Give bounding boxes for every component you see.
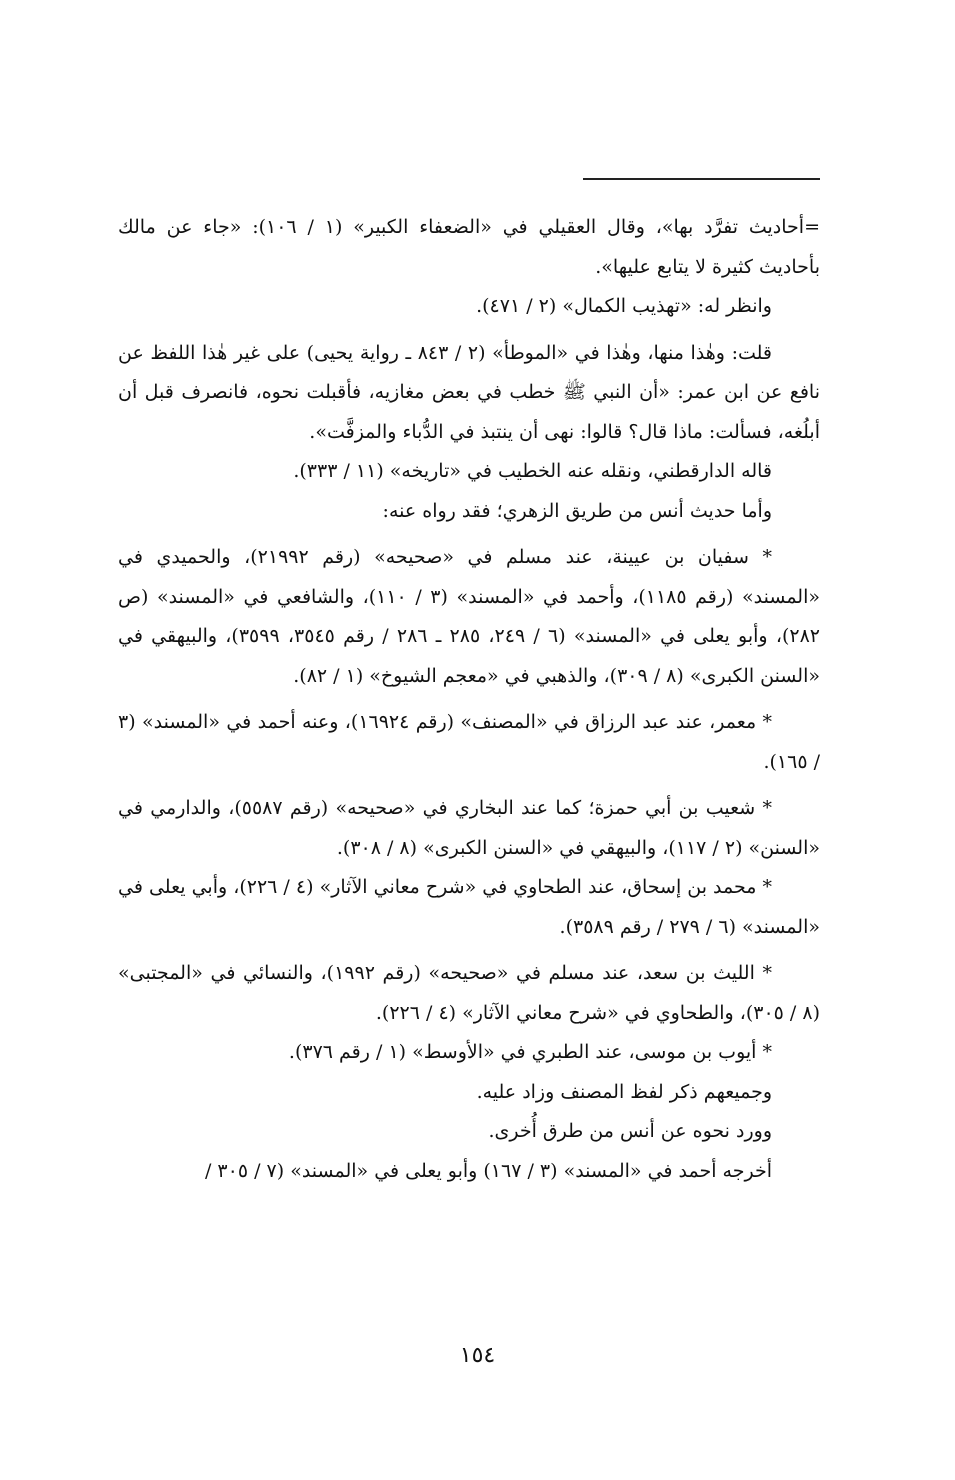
footnote-paragraph-12: وجميعهم ذكر لفظ المصنف وزاد عليه. xyxy=(476,1080,772,1103)
footnote-paragraph-3: قلت: وهٰذا منها، وهٰذا في «الموطأ» (٢ / ٨٤٣ ـ رواية يحيى) على غير هٰذا اللفظ عن نافع عن ابن عمر: «أن النبي ﷺ خطب في بعض مغازيه، فأقبلت نحوه، فانصرف قبل أن أبلُغه، فسألت: ماذا قال؟ قالوا: نهى أن ينتبذ في الدُّباء والمزفَّت». xyxy=(118,341,820,443)
page-number: ١٥٤ xyxy=(459,1343,496,1368)
footnote-paragraph-11: * أيوب بن موسى، عند الطبري في «الأوسط» (١ / رقم ٣٧٦). xyxy=(288,1041,772,1063)
footnote-text xyxy=(118,208,820,1191)
footnote-paragraph-7: * معمر، عند عبد الرزاق في «المصنف» (رقم ١٦٩٢٤)، وعنه أحمد في «المسند» (٣ / ١٦٥). xyxy=(118,711,820,773)
footnote-separator-rule xyxy=(583,178,820,180)
footnote-paragraph-10: * الليث بن سعد، عند مسلم في «صحيحه» (رقم ١٩٩٢)، والنسائي في «المجتبى» (٨ / ٣٠٥)، والطحاوي في «شرح معاني الآثار» (٤ / ٢٢٦). xyxy=(118,962,820,1024)
footnote-paragraph-2: وانظر له: «تهذيب الكمال» (٢ / ٤٧١). xyxy=(476,295,772,317)
footnote-paragraph-9: * محمد بن إسحاق، عند الطحاوي في «شرح معاني الآثار» (٤ / ٢٢٦)، وأبي يعلى في «المسند» (٦ / ٢٧٩ / رقم ٣٥٨٩). xyxy=(118,876,820,938)
footnote-paragraph-14: أخرجه أحمد في «المسند» (٣ / ١٦٧) وأبو يعلى في «المسند» (٧ / ٣٠٥ / xyxy=(204,1159,772,1182)
footnote-paragraph-4: قاله الدارقطني، ونقله عنه الخطيب في «تاريخه» (١١ / ٣٣٣). xyxy=(293,460,772,482)
footnote-paragraph-1: =أحاديث تفرَّد بها»، وقال العقيلي في «الضعفاء الكبير» (١ / ١٠٦): «جاء عن مالك بأحاديث كثيرة لا يتابع عليها». xyxy=(118,216,820,278)
footnote-paragraph-5: وأما حديث أنس من طريق الزهري؛ فقد رواه عنه: xyxy=(382,499,772,522)
footnote-paragraph-6: * سفيان بن عيينة، عند مسلم في «صحيحه» (رقم ٢١٩٩٢)، والحميدي في «المسند» (رقم ١١٨٥)، وأحمد في «المسند» (٣ / ١١٠)، والشافعي في «المسند» (ص ٢٨٢)، وأبو يعلى في «المسند» (٦ / ٢٤٩، ٢٨٥ ـ ٢٨٦ / رقم ٣٥٤٥، ٣٥٩٩)، والبيهقي في «السنن الكبرى» (٨ / ٣٠٩)، والذهبي في «معجم الشيوخ» (١ / ٨٢). xyxy=(118,546,821,687)
footnote-paragraph-8: * شعيب بن أبي حمزة؛ كما عند البخاري في «صحيحه» (رقم ٥٥٨٧)، والدارمي في «السنن» (٢ / ١١٧)، والبيهقي في «السنن الكبرى» (٨ / ٣٠٨). xyxy=(118,797,820,859)
footnote-paragraph-13: وورد نحوه عن أنس من طرق أُخرى. xyxy=(488,1120,772,1142)
